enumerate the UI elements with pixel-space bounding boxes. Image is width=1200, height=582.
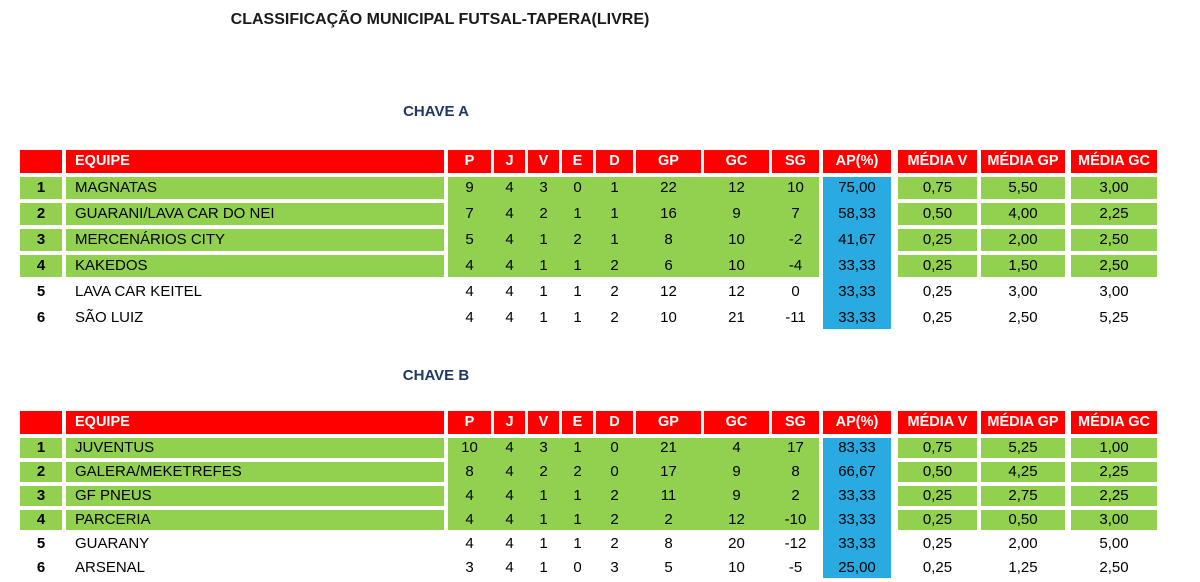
mgc-cell: 5,25: [1099, 309, 1129, 326]
v-cell: 1: [539, 309, 548, 326]
d-cell: 1: [593, 177, 633, 199]
team-name-cell: JUVENTUS: [66, 438, 444, 458]
table-row: [20, 177, 1157, 199]
p-cell: 3: [465, 559, 474, 576]
sg-cell: -4: [769, 255, 819, 277]
table-row: [20, 534, 1157, 554]
p-cell: 4: [448, 255, 491, 277]
chave-a-title: CHAVE A: [403, 103, 469, 120]
gp-cell: 10: [660, 309, 677, 326]
table-row: [20, 281, 1157, 303]
ap-cell: 33,33: [823, 486, 891, 506]
team-name-cell: MAGNATAS: [66, 177, 444, 199]
chave-b-title: CHAVE B: [402, 367, 470, 384]
gc-cell: 9: [701, 462, 769, 482]
gc-cell: 10: [701, 229, 769, 251]
chave-b-table: [20, 411, 1157, 582]
e-cell: 1: [559, 255, 593, 277]
mgc-cell: 2,50: [1071, 229, 1157, 251]
gc-cell: 10: [701, 255, 769, 277]
mgp-cell: 1,25: [1008, 559, 1038, 576]
header-cell-rank: [20, 411, 62, 434]
sg-cell: 0: [791, 283, 800, 300]
header-cell-mgp: MÉDIA GP: [981, 411, 1065, 434]
header-cell-j: J: [491, 411, 525, 434]
mv-cell: 0,25: [922, 535, 953, 552]
header-cell-rank: [20, 150, 62, 173]
rank-cell: 1: [20, 438, 62, 458]
header-cell-equipe: EQUIPE: [66, 150, 444, 173]
mv-cell: 0,25: [898, 486, 977, 506]
page-title: CLASSIFICAÇÃO MUNICIPAL FUTSAL-TAPERA(LIVRE): [230, 11, 650, 28]
mv-cell: 0,25: [898, 255, 977, 277]
j-cell: 4: [505, 283, 514, 300]
j-cell: 4: [491, 486, 525, 506]
v-cell: 2: [525, 462, 559, 482]
header-cell-equipe: EQUIPE: [66, 411, 444, 434]
ap-cell: 58,33: [823, 203, 891, 225]
d-cell: 2: [593, 486, 633, 506]
header-cell-e: E: [559, 411, 593, 434]
mgc-cell: 3,00: [1071, 177, 1157, 199]
d-cell: 0: [593, 438, 633, 458]
rank-cell: 5: [36, 283, 46, 300]
header-cell-gp: GP: [633, 150, 701, 173]
e-cell: 1: [559, 510, 593, 530]
j-cell: 4: [491, 177, 525, 199]
header-cell-gc: GC: [701, 411, 769, 434]
j-cell: 4: [505, 559, 514, 576]
mv-cell: 0,50: [898, 203, 977, 225]
rank-cell: 5: [36, 535, 46, 552]
mgp-cell: 5,50: [981, 177, 1065, 199]
gp-cell: 17: [633, 462, 701, 482]
header-cell-v: V: [525, 411, 559, 434]
mgp-cell: 1,50: [981, 255, 1065, 277]
p-cell: 4: [465, 309, 474, 326]
header-cell-ap: AP(%): [823, 150, 891, 173]
team-name-cell: GF PNEUS: [66, 486, 444, 506]
header-cell-e: E: [559, 150, 593, 173]
mgc-cell: 2,25: [1071, 203, 1157, 225]
p-cell: 7: [448, 203, 491, 225]
d-cell: 2: [610, 309, 619, 326]
team-name-cell: GUARANY: [75, 535, 150, 552]
gp-cell: 5: [664, 559, 673, 576]
mv-cell: 0,25: [898, 229, 977, 251]
p-cell: 4: [448, 510, 491, 530]
gp-cell: 12: [660, 283, 677, 300]
team-name-cell: LAVA CAR KEITEL: [75, 283, 202, 300]
ap-cell: 33,33: [823, 534, 891, 554]
v-cell: 1: [539, 283, 548, 300]
mgp-cell: 2,50: [1008, 309, 1038, 326]
mgc-cell: 3,00: [1099, 283, 1129, 300]
header-cell-ap: AP(%): [823, 411, 891, 434]
ap-cell: 33,33: [823, 255, 891, 277]
p-cell: 5: [448, 229, 491, 251]
p-cell: 8: [448, 462, 491, 482]
team-name-cell: MERCENÁRIOS CITY: [66, 229, 444, 251]
table-row: [20, 307, 1157, 329]
mgp-cell: 5,25: [981, 438, 1065, 458]
d-cell: 1: [593, 229, 633, 251]
d-cell: 1: [593, 203, 633, 225]
mgc-cell: 5,00: [1099, 535, 1129, 552]
mv-cell: 0,25: [922, 309, 953, 326]
e-cell: 1: [559, 438, 593, 458]
e-cell: 1: [559, 486, 593, 506]
header-cell-mv: MÉDIA V: [898, 411, 977, 434]
ap-cell: 33,33: [823, 307, 891, 329]
v-cell: 3: [525, 177, 559, 199]
mv-cell: 0,25: [922, 283, 953, 300]
sg-cell: 7: [769, 203, 819, 225]
mgc-cell: 2,25: [1071, 462, 1157, 482]
header-cell-mv: MÉDIA V: [898, 150, 977, 173]
ap-cell: 75,00: [823, 177, 891, 199]
header-cell-mgp: MÉDIA GP: [981, 150, 1065, 173]
gp-cell: 16: [633, 203, 701, 225]
chave-a-table: [20, 150, 1157, 333]
j-cell: 4: [491, 255, 525, 277]
header-cell-p: P: [448, 411, 491, 434]
sg-cell: -11: [785, 309, 806, 326]
rank-cell: 2: [20, 203, 62, 225]
header-cell-mgc: MÉDIA GC: [1071, 150, 1157, 173]
gc-cell: 9: [701, 203, 769, 225]
rank-cell: 2: [20, 462, 62, 482]
sg-cell: -10: [769, 510, 819, 530]
gc-cell: 12: [701, 510, 769, 530]
header-cell-gc: GC: [701, 150, 769, 173]
mgp-cell: 4,25: [981, 462, 1065, 482]
v-cell: 1: [525, 510, 559, 530]
table-row: [20, 510, 1157, 530]
ap-cell: 25,00: [823, 558, 891, 578]
gp-cell: 8: [664, 535, 673, 552]
v-cell: 1: [539, 559, 548, 576]
sg-cell: -2: [769, 229, 819, 251]
j-cell: 4: [491, 510, 525, 530]
e-cell: 1: [573, 535, 582, 552]
d-cell: 2: [610, 535, 619, 552]
table-row: [20, 203, 1157, 225]
table-row: [20, 255, 1157, 277]
rank-cell: 4: [20, 510, 62, 530]
header-cell-sg: SG: [769, 411, 819, 434]
rank-cell: 6: [36, 559, 46, 576]
table-row: [20, 438, 1157, 458]
table-row: [20, 229, 1157, 251]
mgc-cell: 2,50: [1071, 255, 1157, 277]
header-cell-gp: GP: [633, 411, 701, 434]
p-cell: 4: [448, 486, 491, 506]
rank-cell: 6: [36, 309, 46, 326]
gc-cell: 12: [701, 177, 769, 199]
gp-cell: 22: [633, 177, 701, 199]
d-cell: 0: [593, 462, 633, 482]
header-cell-d: D: [593, 150, 633, 173]
gc-cell: 20: [728, 535, 745, 552]
d-cell: 2: [610, 283, 619, 300]
j-cell: 4: [505, 309, 514, 326]
header-cell-v: V: [525, 150, 559, 173]
e-cell: 1: [559, 203, 593, 225]
p-cell: 10: [448, 438, 491, 458]
team-name-cell: GALERA/MEKETREFES: [66, 462, 444, 482]
d-cell: 3: [610, 559, 619, 576]
sg-cell: 8: [769, 462, 819, 482]
v-cell: 1: [525, 229, 559, 251]
mgp-cell: 4,00: [981, 203, 1065, 225]
v-cell: 1: [525, 486, 559, 506]
gc-cell: 4: [701, 438, 769, 458]
header-cell-p: P: [448, 150, 491, 173]
header-cell-d: D: [593, 411, 633, 434]
e-cell: 2: [559, 229, 593, 251]
e-cell: 0: [573, 559, 582, 576]
mgp-cell: 2,00: [981, 229, 1065, 251]
mgc-cell: 3,00: [1071, 510, 1157, 530]
gp-cell: 8: [633, 229, 701, 251]
d-cell: 2: [593, 510, 633, 530]
e-cell: 1: [573, 309, 582, 326]
v-cell: 2: [525, 203, 559, 225]
j-cell: 4: [491, 438, 525, 458]
gp-cell: 6: [633, 255, 701, 277]
header-cell-mgc: MÉDIA GC: [1071, 411, 1157, 434]
rank-cell: 4: [20, 255, 62, 277]
mv-cell: 0,25: [922, 559, 953, 576]
e-cell: 0: [559, 177, 593, 199]
mv-cell: 0,50: [898, 462, 977, 482]
mgp-cell: 2,00: [1008, 535, 1038, 552]
j-cell: 4: [491, 229, 525, 251]
table-header-row: [20, 411, 1157, 434]
table-row: [20, 558, 1157, 578]
j-cell: 4: [491, 462, 525, 482]
e-cell: 2: [559, 462, 593, 482]
ap-cell: 41,67: [823, 229, 891, 251]
v-cell: 3: [525, 438, 559, 458]
gc-cell: 9: [701, 486, 769, 506]
sg-cell: 10: [769, 177, 819, 199]
d-cell: 2: [593, 255, 633, 277]
table-header-row: [20, 150, 1157, 173]
v-cell: 1: [525, 255, 559, 277]
ap-cell: 33,33: [823, 510, 891, 530]
sg-cell: 2: [769, 486, 819, 506]
p-cell: 4: [465, 535, 474, 552]
j-cell: 4: [505, 535, 514, 552]
gc-cell: 21: [728, 309, 745, 326]
sg-cell: 17: [769, 438, 819, 458]
mv-cell: 0,25: [898, 510, 977, 530]
team-name-cell: KAKEDOS: [66, 255, 444, 277]
sg-cell: -5: [788, 559, 803, 576]
mgp-cell: 0,50: [981, 510, 1065, 530]
gp-cell: 21: [633, 438, 701, 458]
mgp-cell: 2,75: [981, 486, 1065, 506]
ap-cell: 33,33: [823, 281, 891, 303]
mgp-cell: 3,00: [1008, 283, 1038, 300]
j-cell: 4: [491, 203, 525, 225]
mgc-cell: 2,50: [1099, 559, 1129, 576]
sg-cell: -12: [784, 535, 807, 552]
gc-cell: 10: [728, 559, 745, 576]
team-name-cell: PARCERIA: [66, 510, 444, 530]
v-cell: 1: [539, 535, 548, 552]
team-name-cell: ARSENAL: [75, 559, 146, 576]
gc-cell: 12: [728, 283, 745, 300]
mgc-cell: 1,00: [1071, 438, 1157, 458]
rank-cell: 3: [20, 486, 62, 506]
gp-cell: 11: [633, 486, 701, 506]
rank-cell: 1: [20, 177, 62, 199]
header-cell-sg: SG: [769, 150, 819, 173]
rank-cell: 3: [20, 229, 62, 251]
p-cell: 4: [465, 283, 474, 300]
mgc-cell: 2,25: [1071, 486, 1157, 506]
header-cell-j: J: [491, 150, 525, 173]
ap-cell: 66,67: [823, 462, 891, 482]
team-name-cell: SÃO LUIZ: [75, 309, 144, 326]
gp-cell: 2: [633, 510, 701, 530]
table-row: [20, 486, 1157, 506]
mv-cell: 0,75: [898, 438, 977, 458]
ap-cell: 83,33: [823, 438, 891, 458]
table-row: [20, 462, 1157, 482]
e-cell: 1: [573, 283, 582, 300]
mv-cell: 0,75: [898, 177, 977, 199]
p-cell: 9: [448, 177, 491, 199]
team-name-cell: GUARANI/LAVA CAR DO NEI: [66, 203, 444, 225]
